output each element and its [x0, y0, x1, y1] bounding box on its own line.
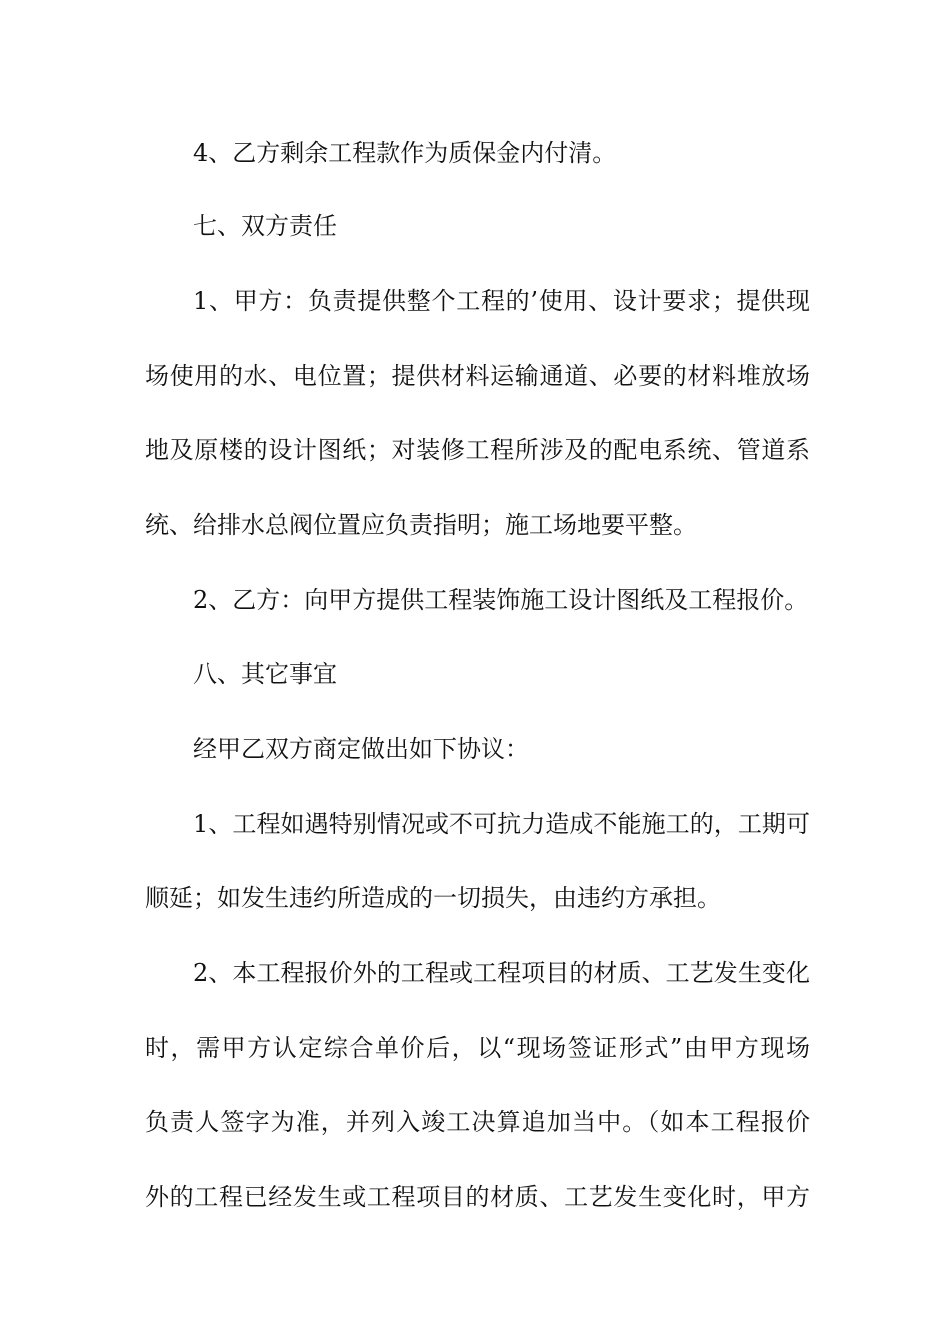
- paragraph-line: 2、本工程报价外的工程或工程项目的材质、工艺发生变化: [193, 959, 810, 987]
- paragraph-line: 2、乙方：向甲方提供工程装饰施工设计图纸及工程报价。: [193, 586, 809, 614]
- paragraph-line: 1、甲方：负责提供整个工程的’使用、设计要求；提供现: [193, 287, 810, 315]
- paragraph-line: 顺延；如发生违约所造成的一切损失，由违约方承担。: [145, 884, 721, 912]
- paragraph-line: 外的工程已经发生或工程项目的材质、工艺发生变化时，甲方: [145, 1183, 810, 1211]
- paragraph-line: 地及原楼的设计图纸；对装修工程所涉及的配电系统、管道系: [145, 436, 810, 464]
- section-heading: 七、双方责任: [193, 212, 337, 240]
- section-heading: 八、其它事宜: [193, 660, 337, 688]
- paragraph-line: 4、乙方剩余工程款作为质保金内付清。: [193, 139, 617, 167]
- paragraph-line: 负责人签字为准，并列入竣工决算追加当中。（如本工程报价: [145, 1108, 810, 1136]
- paragraph-line: 1、工程如遇特别情况或不可抗力造成不能施工的，工期可: [193, 810, 810, 838]
- paragraph-line: 统、给排水总阀位置应负责指明；施工场地要平整。: [145, 511, 697, 539]
- paragraph-line: 场使用的水、电位置；提供材料运输通道、必要的材料堆放场: [145, 362, 810, 390]
- paragraph-line: 时，需甲方认定综合单价后，以“现场签证形式”由甲方现场: [145, 1034, 810, 1062]
- paragraph-line: 经甲乙双方商定做出如下协议：: [193, 735, 529, 763]
